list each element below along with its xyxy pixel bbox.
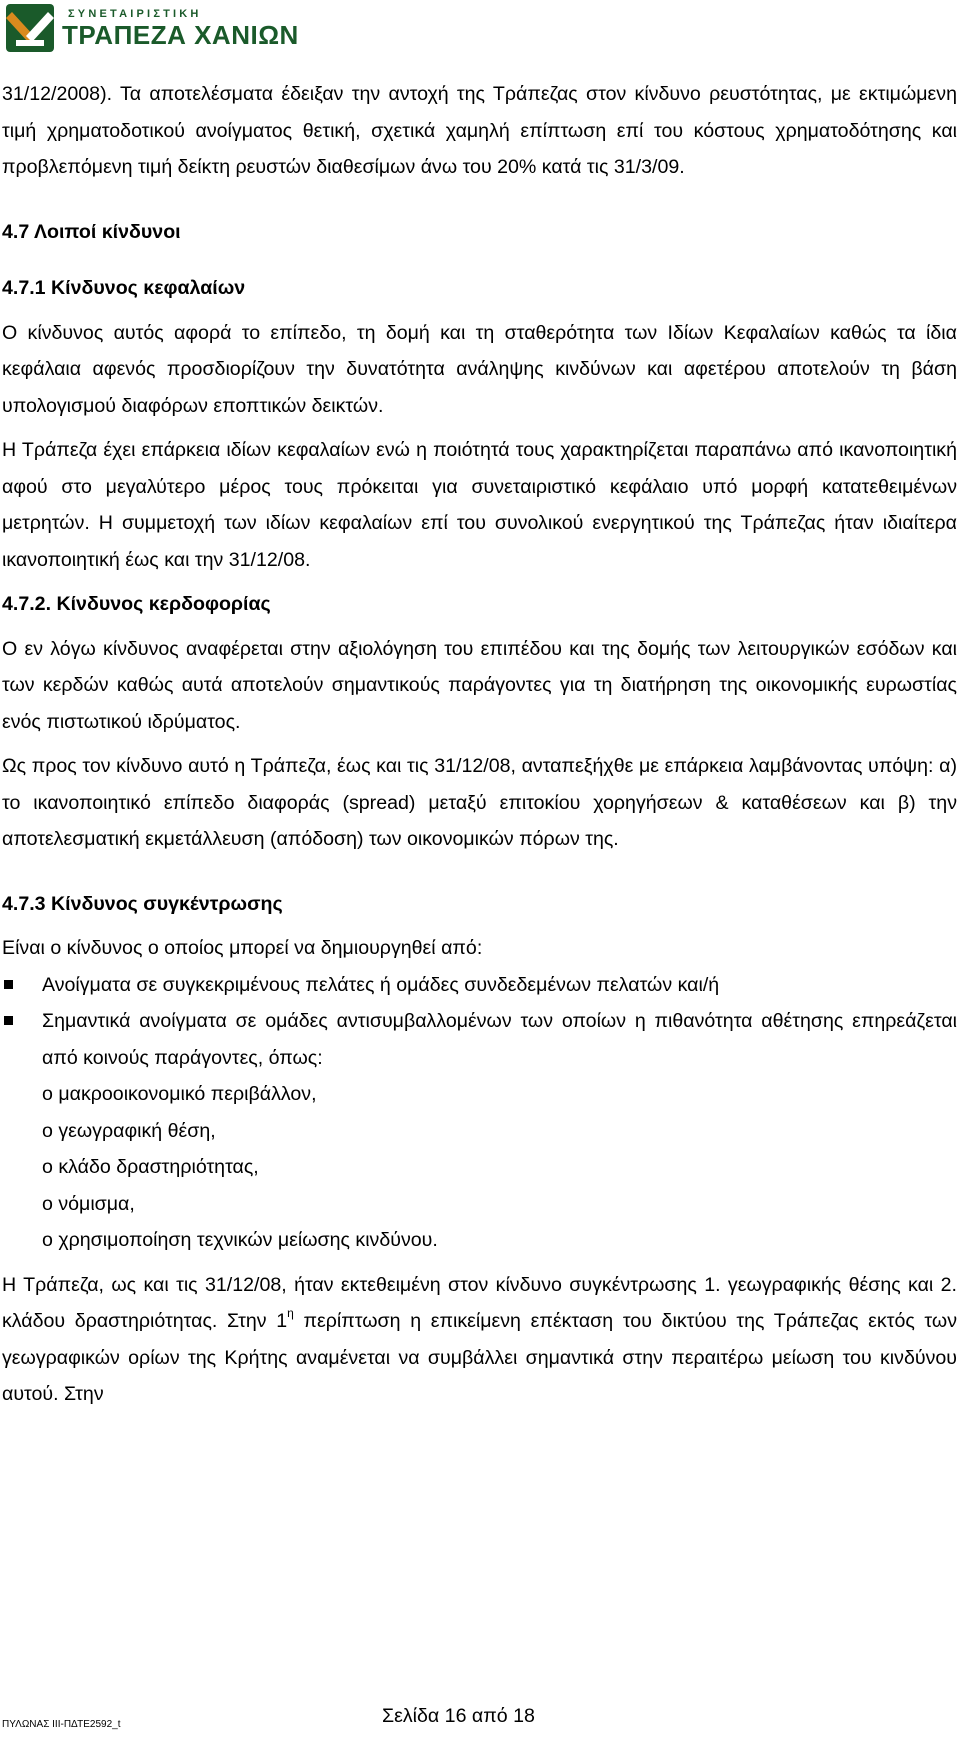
paragraph-liquidity-conclusion: 31/12/2008). Τα αποτελέσματα έδειξαν την αντοχή της Τράπεζας στον κίνδυνο ρευστότητας, με εκτιμώμενη τιμή χρηματοδοτικού ανοίγματος θετική, σχετικά χαμηλή επίπτωση επί του κόστους χρηματοδότησης και προβλεπόμενη τιμή δείκτη ρευστών διαθεσίμων άνω του 20% κατά τις 31/3/09. — [2, 83, 957, 178]
sub-list-item: o κλάδο δραστηριότητας, — [42, 1156, 259, 1178]
ordinal-superscript: η — [287, 1306, 294, 1320]
square-bullet-icon — [4, 1016, 13, 1025]
document-body — [2, 76, 957, 1413]
paragraph-profitability-risk-1: Ο εν λόγω κίνδυνος αναφέρεται στην αξιολόγηση του επιπέδου και της δομής των λειτουργικών εσόδων και των κερδών καθώς αυτά αποτελούν σημαντικούς παράγοντες για τη διατήρηση της οικονομικής ευρωστίας ενός πιστωτικού ιδρύματος. — [2, 637, 957, 733]
heading-capital-risk: 4.7.1 Κίνδυνος κεφαλαίων — [2, 277, 246, 299]
bank-logo-icon — [4, 2, 56, 54]
file-reference: ΠΥΛΩΝΑΣ ΙΙΙ-ΠΔΤΕ2592_t — [2, 1719, 121, 1730]
bullet-text: Ανοίγματα σε συγκεκριμένους πελάτες ή ομάδες συνδεδεμένων πελατών και/ή — [42, 973, 720, 996]
bullet-text: Σημαντικά ανοίγματα σε ομάδες αντισυμβαλλομένων των οποίων η πιθανότητα αθέτησης επηρεάζεται από κοινούς παράγοντες, όπως: — [42, 1010, 957, 1069]
sub-list-item: o γεωγραφική θέση, — [42, 1119, 216, 1142]
paragraph-concentration-exposure — [2, 1267, 957, 1413]
logo-title: ΤΡΑΠΕΖΑ ΧΑΝΙΩΝ — [62, 19, 299, 50]
heading-profitability-risk: 4.7.2. Κίνδυνος κερδοφορίας — [2, 593, 271, 615]
page-number: Σελίδα 16 από 18 — [382, 1705, 535, 1727]
bank-logo — [4, 2, 299, 54]
heading-concentration-risk: 4.7.3 Κίνδυνος συγκέντρωσης — [2, 892, 283, 915]
paragraph-concentration-intro: Είναι ο κίνδυνος ο οποίος μπορεί να δημιουργηθεί από: — [2, 937, 483, 959]
paragraph-text: περίπτωση η επικείμενη επέκταση του δικτύου της Τράπεζας εκτός των γεωγραφικών ορίων της Κρήτης αναμένεται να συμβάλλει σημαντικά στην περαιτέρω μείωση του κινδύνου αυτού. Στην — [2, 1310, 957, 1405]
paragraph-text: Η Τράπεζα, ως και τις 31/12/08, ήταν εκτεθειμένη στον κίνδυνο συγκέντρωσης 1. γεωγραφικής θέσης και 2. κλάδου δραστηριότητας. Στην 1 — [2, 1273, 957, 1332]
page-footer — [0, 1705, 960, 1735]
heading-other-risks: 4.7 Λοιποί κίνδυνοι — [2, 220, 181, 243]
paragraph-capital-risk-2: Η Τράπεζα έχει επάρκεια ιδίων κεφαλαίων ενώ η ποιότητά τους χαρακτηρίζεται παραπάνω από ικανοποιητική αφού στο μεγαλύτερο μέρος τους πρόκειται για συνεταιριστικό κεφάλαιο υπό μορφή κατατεθειμένων μετρητών. Η συμμετοχή των ιδίων κεφαλαίων επί του συνολικού ενεργητικού της Τράπεζας ήταν ιδιαίτερα ικανοποιητική έως και την 31/12/08. — [2, 439, 957, 571]
list-item — [2, 1003, 957, 1076]
sub-list-item: o νόμισμα, — [42, 1192, 135, 1215]
list-item — [2, 967, 957, 1004]
sub-list-item: o χρησιμοποίηση τεχνικών μείωσης κινδύνου. — [42, 1229, 438, 1251]
square-bullet-icon — [4, 980, 13, 989]
sub-list-item: o μακροοικονομικό περιβάλλον, — [42, 1083, 317, 1105]
logo-subtitle: ΣΥΝΕΤΑΙΡΙΣΤΙΚΗ — [68, 7, 202, 20]
paragraph-profitability-risk-2: Ως προς τον κίνδυνο αυτό η Τράπεζα, έως και τις 31/12/08, ανταπεξήχθε με επάρκεια λαμβάνοντας υπόψη: α) το ικανοποιητικό επίπεδο διαφοράς (spread) μεταξύ επιτοκίου χορηγήσεων & καταθέσεων και β) την αποτελεσματική εκμετάλλευση (απόδοση) των οικονομικών πόρων της. — [2, 755, 957, 850]
paragraph-capital-risk-1: Ο κίνδυνος αυτός αφορά το επίπεδο, τη δομή και τη σταθερότητα των Ιδίων Κεφαλαίων καθώς τα ίδια κεφάλαια αφενός προσδιορίζουν την δυνατότητα ανάληψης κινδύνων και αφετέρου αποτελούν τη βάση υπολογισμού διαφόρων εποπτικών δεικτών. — [2, 321, 957, 417]
